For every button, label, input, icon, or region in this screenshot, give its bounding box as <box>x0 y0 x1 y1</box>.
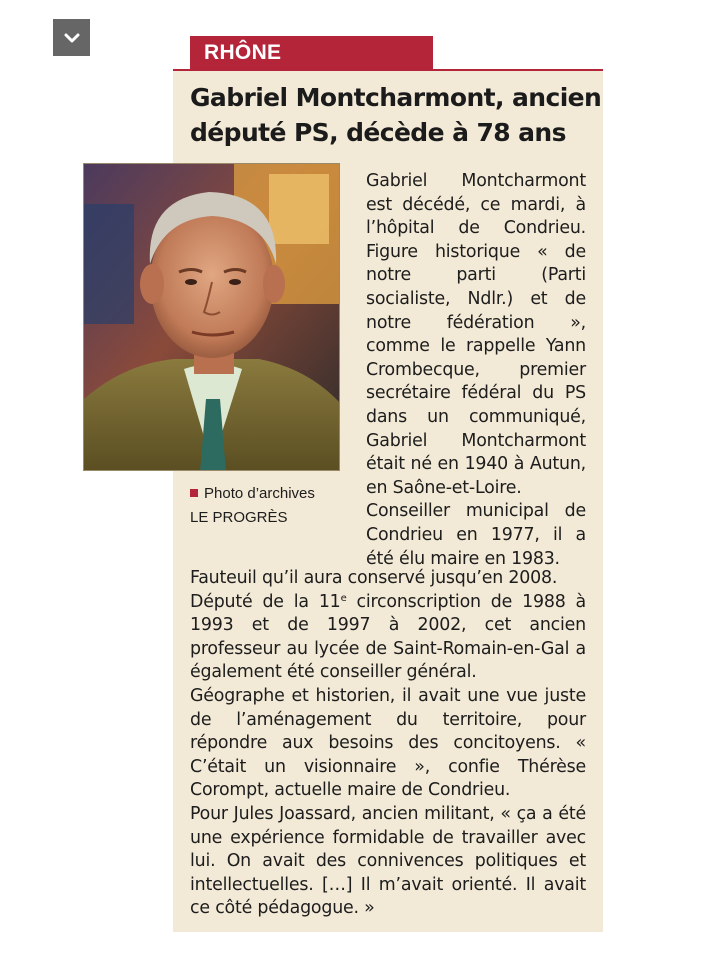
article-paragraph: Gabriel Montcharmont est décédé, ce mardi, à l’hôpital de Condrieu. Figure historique « de notre parti (Parti socialiste, Ndlr.) et de notre fédération », comme le rappelle Yann Crombecque, premier secrétaire fédéral du PS dans un communiqué, Gabriel Montcharmont était né en 1940 à Autun, en Saône-et-Loire. <box>366 171 586 498</box>
article-body-column <box>366 170 586 571</box>
article-photo[interactable] <box>83 163 340 471</box>
article-paragraph <box>190 591 586 685</box>
article-headline: Gabriel Montcharmont, ancien député PS, décède à 78 ans <box>190 83 602 147</box>
text-run: circonscription de 1988 à 1993 et de 1997 à 2002, cet ancien professeur au lycée de Saint-Romain-en-Gal a également été conseiller général. <box>190 591 587 683</box>
article-body-full <box>190 567 586 921</box>
back-button[interactable] <box>53 19 90 56</box>
superscript: e <box>340 592 347 604</box>
caption-source: LE PROGRÈS <box>190 509 288 526</box>
text-run: Député de la 11 <box>190 591 341 612</box>
article-paragraph: Pour Jules Joassard, ancien militant, « ça a été une expérience formidable de travailler avec lui. On avait des connivences politiques et intellectuelles. […] Il m’avait orienté. Il avait ce côté pédagogue. » <box>190 803 586 919</box>
chevron-down-icon <box>63 32 81 44</box>
article-paragraph: Fauteuil qu’il aura conservé jusqu’en 2008. <box>190 568 558 588</box>
photo-caption <box>190 482 350 530</box>
caption-credit-label: Photo d’archives <box>204 485 315 502</box>
article-paragraph: Conseiller municipal de Condrieu en 1977, il a été élu maire en 1983. <box>366 501 586 569</box>
section-label: RHÔNE <box>190 36 433 70</box>
caption-bullet-icon <box>190 489 198 497</box>
article-paragraph: Géographe et historien, il avait une vue juste de l’aménagement du territoire, pour répondre aux besoins des concitoyens. « C’était un visionnaire », confie Thérèse Corompt, actuelle maire de Condrieu. <box>190 685 586 801</box>
